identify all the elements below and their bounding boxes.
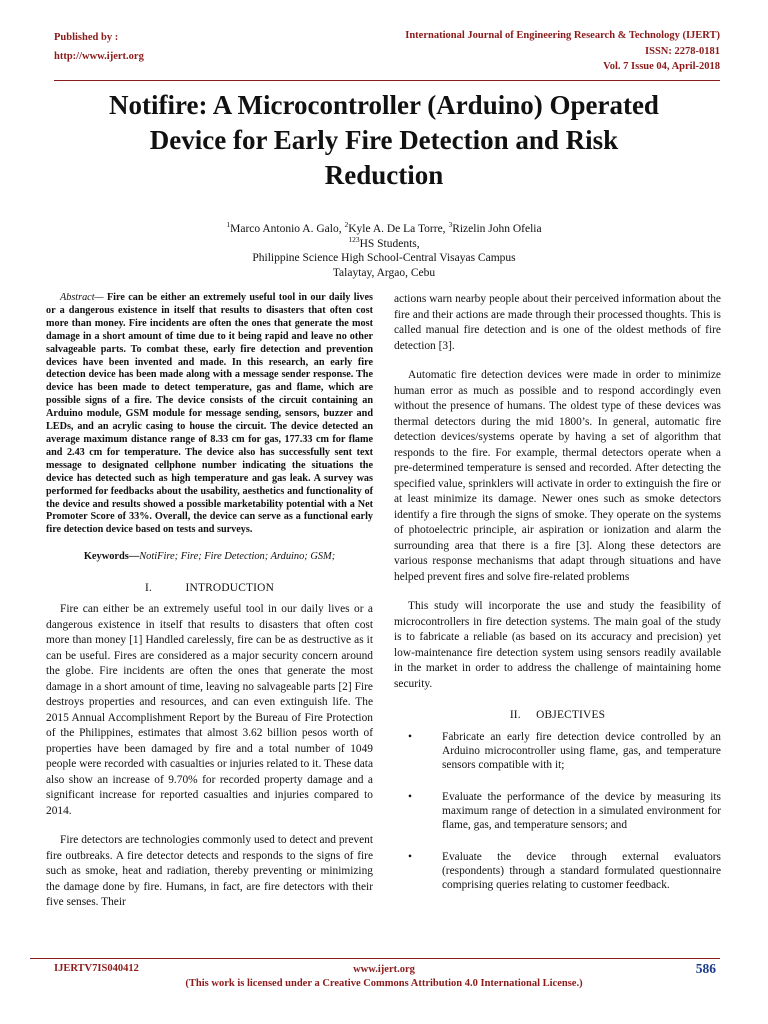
footer-center (0, 963, 768, 991)
header-publisher (54, 28, 144, 66)
objective-2: Evaluate the performance of the device by measuring its maximum range of detection in a simulated environment for flame, gas, and temperature sensors; and (442, 790, 721, 831)
keywords-label: Keywords— (83, 551, 140, 563)
bullet-icon: • (408, 730, 412, 743)
author-names (40, 222, 728, 237)
list-item (394, 850, 721, 892)
author-1-sup: 1 (226, 220, 231, 230)
left-column (46, 292, 373, 911)
author-affiliation: Philippine Science High School-Central Visayas Campus (252, 252, 516, 264)
title-line-1: Notifire: A Microcontroller (Arduino) Operated (109, 90, 659, 120)
footer-url-link[interactable]: www.ijert.org (353, 964, 415, 975)
author-location: Talaytay, Argao, Cebu (332, 266, 436, 279)
volume-issue: Vol. 7 Issue 04, April-2018 (603, 61, 720, 72)
list-item (394, 730, 721, 772)
journal-name: International Journal of Engineering Research & Technology (IJERT) (405, 30, 720, 41)
objectives-list (394, 730, 721, 892)
footer-divider (30, 958, 720, 959)
right-paragraph-1: actions warn nearby people about their perceived information about the fire and their actions are made through their processed thoughts. This is called manual fire detection and is one of the oldest methods of fire detection [3]. (394, 293, 721, 352)
keywords (46, 549, 373, 565)
title-line-2: Device for Early Fire Detection and Risk (149, 125, 619, 155)
objective-3: Evaluate the device through external evaluators (respondents) through a standard formulated questionnaire comprising queries relating to customer feedback. (442, 850, 721, 891)
intro-paragraph-2: Fire detectors are technologies commonly used to detect and prevent fire outbreaks. A fire detector detects and responds to the signs of fire such as smoke, heat and radiation, thereby preventing or minimizing the damage done by fire. Humans, in fact, are fire detectors with their five senses. Their (46, 834, 373, 909)
right-paragraph-2: Automatic fire detection devices were made in order to minimize human error as much as possible and to respond accordingly even without the presence of humans. The oldest type of these devices was thermal detectors during the mid 1800’s. In general, automatic fire detection devices/systems operate by having a set of algorithm that responds to the fire. For example, thermal detectors operate when a pre-determined temperature is sensed and recorded. After detecting the specified value, sprinklers will activate in order to extinguish the fire or at least minimize its damage. Newer ones such as smoke detectors identify a fire through the signs of smoke. They operate on the systems of photoelectric principle, air aspiration or ionization and alarm the surrounding area that there is a fire [3]. Along these detectors are various response mechanisms that adapt through situations and have helped prevent fires and solve fire-related problems (394, 369, 721, 583)
abstract-label: Abstract— (60, 292, 104, 303)
header-divider (54, 80, 720, 81)
published-by-label: Published by : (54, 32, 119, 43)
introduction-heading: I. INTRODUCTION (144, 581, 275, 594)
header-journal-info (405, 28, 720, 75)
right-paragraph-3: This study will incorporate the use and study the feasibility of microcontrollers in fire detection systems. The main goal of the study is to fabricate a reliable (as based on its accuracy and precision) yet low-maintenance fire detection system using sensors readily available in the market in order to address the challenge of maintaining home security. (394, 600, 721, 690)
author-2-sup: 2 (344, 220, 349, 230)
abstract-text: Fire can be either an extremely useful tool in our daily lives or a dangerous existence in itself that results to disasters that often cost more than money. Fire incidents are often the ones that generate the most damage in a short amount of time due to it being rapid and leave no other salvageable parts. To combat these, early fire detection and prevention devices have been invented and made. In this research, an early fire detection device has been made along with a message sender response. The device has been made to detect temperature, gas and flame, which are possible signs of a fire. The device consists of the circuit containing an Arduino module, GSM module for message sending, sensors, buzzer and LEDs, and an acrylic casing to house the circuit. The device detected an average maximum distance range of 8.33 cm for gas, 177.33 cm for flame and 2.43 cm for temperature. The device also has successfully sent text message to designated cellphone number indicating the situations the device has detected such as high temperature and gas leak. A survey was performed for feedbacks about the usability, aesthetics and functionality of the device and results showed a possible marketability potential with a Net Promoter Score of 33%. Overall, the device can serve as a functional early fire detection device based on tests and surveys. (46, 292, 373, 536)
publisher-url-link[interactable]: http://www.ijert.org (54, 51, 144, 62)
role-text: HS Students, (359, 237, 420, 250)
page-number: 586 (695, 961, 716, 976)
intro-paragraph-1: Fire can either be an extremely useful tool in our daily lives or a dangerous existence in itself that results to disasters that often cost more than money [1] Handled carelessly, fire can be as destructive as it can be useful. Fires are considered as a major security concern around the globe. Fire incidents are often the ones that generate the most damage in a short amount of time, leaving no salvageable parts [2] Fire destroys properties and resources, and can even extinguish life. The 2015 Annual Accomplishment Report by the Bureau of Fire Protection of the Philippines, estimates that almost 3.62 billion pesos worth of properties have been damaged by fire and a total number of 1049 people were recorded with casualties or injuries related to it. These data also show an increase of 9.70% for recorded property damage and a significant increase for reported casualties and injuries compared to 2014. (46, 603, 373, 817)
author-1: Marco Antonio A. Galo, (230, 223, 345, 235)
license-notice: (This work is licensed under a Creative Commons Attribution 4.0 International License.) (185, 978, 583, 989)
paper-title (40, 88, 728, 193)
bullet-icon: • (408, 790, 412, 803)
bullet-icon: • (408, 850, 412, 863)
author-3-sup: 3 (448, 220, 453, 230)
keywords-text: NotiFire; Fire; Fire Detection; Arduino; GSM; (139, 551, 336, 563)
role-sup: 123 (348, 234, 360, 244)
author-role (40, 234, 728, 252)
issn: ISSN: 2278-0181 (645, 45, 720, 57)
author-block (40, 222, 728, 280)
right-column (394, 292, 721, 910)
author-2: Kyle A. De La Torre, (348, 223, 449, 235)
paper-id: IJERTV7IS040412 (54, 963, 139, 974)
list-item (394, 790, 721, 832)
author-3: Rizelin John Ofelia (452, 223, 542, 235)
title-line-3: Reduction (324, 160, 444, 190)
objective-1: Fabricate an early fire detection device controlled by an Arduino microcontroller using flame, gas, and temperature sensors compatible with it; (442, 730, 721, 771)
abstract (46, 292, 373, 537)
objectives-heading: II. OBJECTIVES (509, 709, 606, 721)
